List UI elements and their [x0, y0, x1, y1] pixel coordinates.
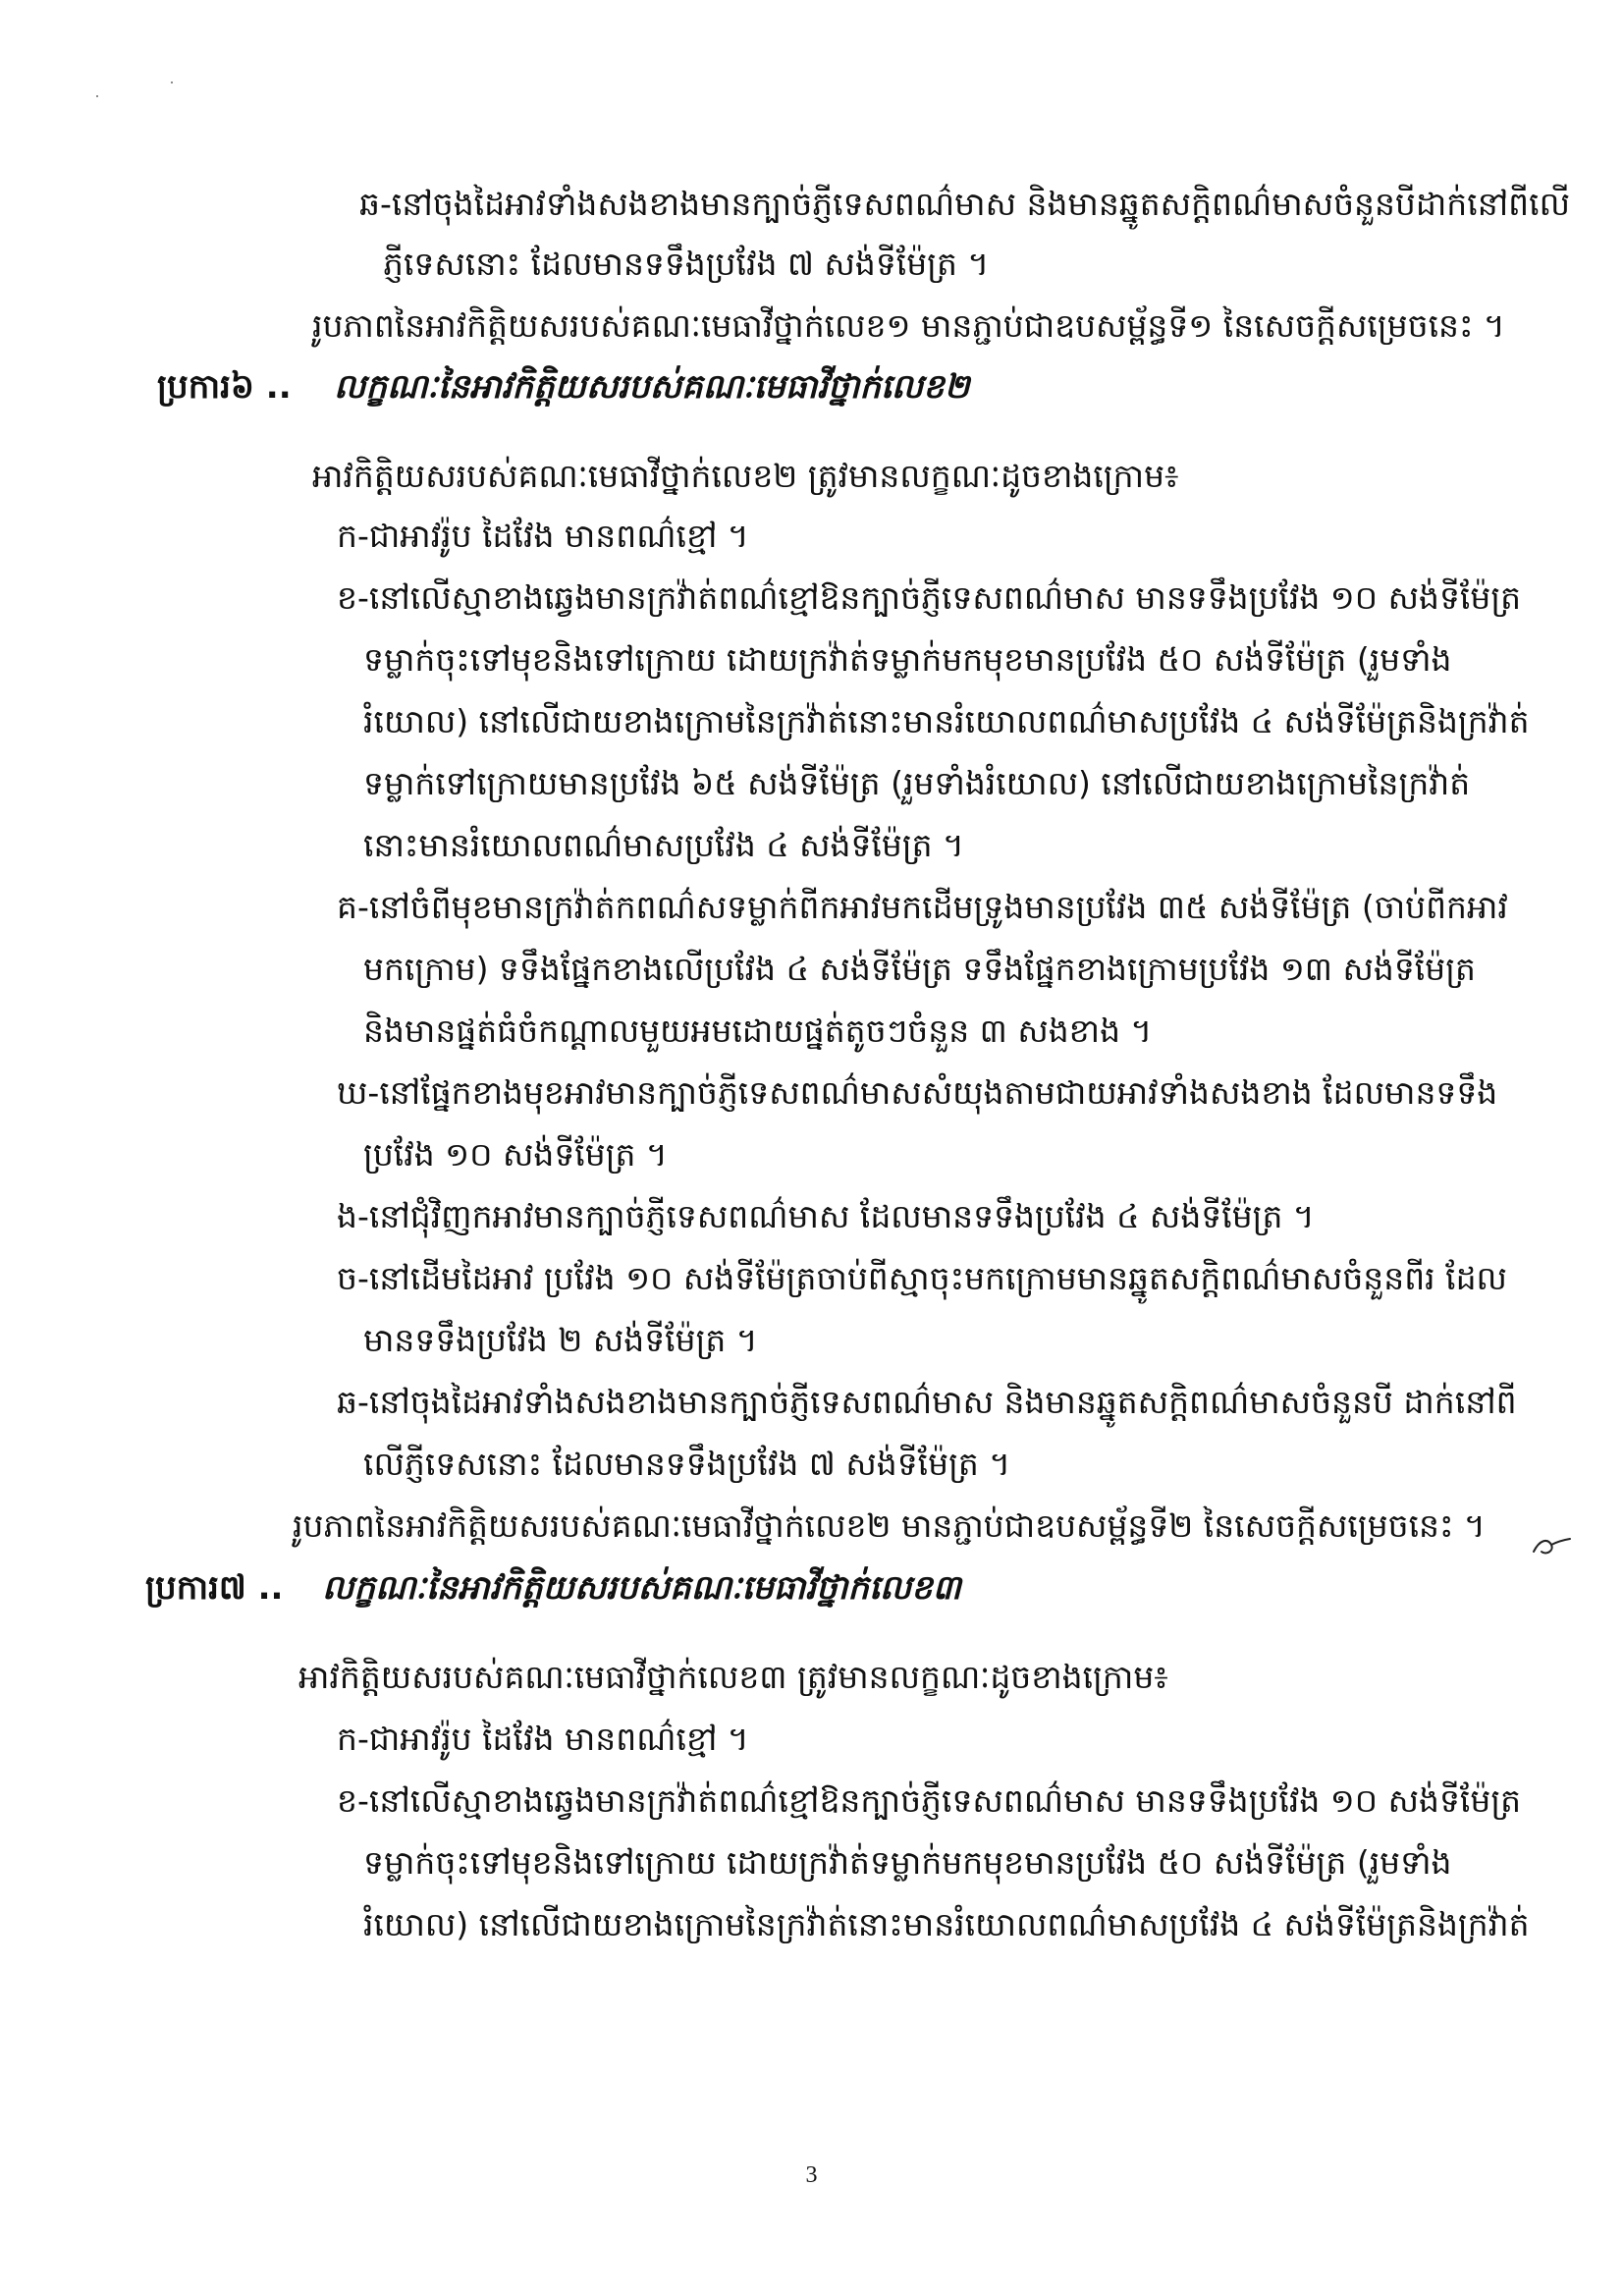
paragraph-line: មានទទឹងប្រវែង ២ សង់ទីម៉ែត្រ ។ — [363, 1321, 758, 1359]
paragraph-line: លើភ្ញីទេសនោះ ដែលមានទទឹងប្រវែង ៧ សង់ទីម៉ែត្រ ។ — [363, 1445, 1011, 1483]
paragraph-line: រំយោល) នៅលើជាយខាងក្រោមនៃក្រវ៉ាត់នោះមានរំយោលពណ៌មាសប្រវែង ៤ សង់ទីម៉ែត្រនិងក្រវ៉ាត់ — [363, 702, 1530, 740]
paragraph-line: ឆ-នៅចុងដៃអាវទាំងសងខាងមានក្បាច់ភ្ញីទេសពណ៌មាស និងមានឆ្នូតសក្តិពណ៌មាសចំនួនបី ដាក់នៅពី — [337, 1383, 1517, 1421]
paragraph-line: ក-ជាអាវរ៉ូប ដៃវែង មានពណ៌ខ្មៅ ។ — [337, 1720, 749, 1758]
handwritten-initial-mark — [1530, 1530, 1573, 1559]
paragraph-line: ខ-នៅលើស្មាខាងឆ្វេងមានក្រវ៉ាត់ពណ៌ខ្មៅឱនក្បាច់ភ្ញីទេសពណ៌មាស មានទទឹងប្រវែង ១០ សង់ទីម៉ែត្រ — [337, 578, 1522, 617]
article-title: លក្ខណៈនៃអាវកិត្តិយសរបស់គណៈមេធាវីថ្នាក់លេខ២ — [334, 367, 970, 407]
paragraph-line: មកក្រោម) ទទឹងផ្នែកខាងលើប្រវែង ៤ សង់ទីម៉ែត្រ ទទឹងផ្នែកខាងក្រោមប្រវែង ១៣ សង់ទីម៉ែត្រ — [363, 950, 1477, 988]
page-number: 3 — [805, 2162, 818, 2188]
article-label: ប្រការ៦ .. — [157, 367, 292, 407]
paragraph-line: ប្រវែង ១០ សង់ទីម៉ែត្រ ។ — [363, 1135, 668, 1174]
paragraph-line: ភ្ញីទេសនោះ ដែលមានទទឹងប្រវែង ៧ សង់ទីម៉ែត្រ ។ — [383, 245, 990, 283]
paragraph-line: ខ-នៅលើស្មាខាងឆ្វេងមានក្រវ៉ាត់ពណ៌ខ្មៅឱនក្បាច់ភ្ញីទេសពណ៌មាស មានទទឹងប្រវែង ១០ សង់ទីម៉ែត្រ — [337, 1781, 1522, 1820]
paragraph-line: គ-នៅចំពីមុខមានក្រវ៉ាត់កពណ៌សទម្លាក់ពីកអាវមកដើមទ្រូងមានប្រវែង ៣៥ សង់ទីម៉ែត្រ (ចាប់ពីកអាវ — [337, 888, 1508, 926]
article-label: ប្រការ៧ .. — [145, 1568, 284, 1608]
paragraph-line: ឃ-នៅផ្នែកខាងមុខអាវមានក្បាច់ភ្ញីទេសពណ៌មាសសំយុងតាមជាយអាវទាំងសងខាង ដែលមានទទឹង — [337, 1073, 1498, 1112]
paragraph-line: នោះមានរំយោលពណ៌មាសប្រវែង ៤ សង់ទីម៉ែត្រ ។ — [363, 826, 964, 864]
paragraph-line: ទម្លាក់ចុះទៅមុខនិងទៅក្រោយ ដោយក្រវ៉ាត់ទម្លាក់មកមុខមានប្រវែង ៥០ សង់ទីម៉ែត្រ (រួមទាំង — [363, 640, 1452, 679]
paragraph-line: ឆ-នៅចុងដៃអាវទាំងសងខាងមានក្បាច់ភ្ញីទេសពណ៌មាស និងមានឆ្នូតសក្តិពណ៌មាសចំនួនបីដាក់នៅពីលើ — [359, 185, 1570, 223]
paragraph-line: រូបភាពនៃអាវកិត្តិយសរបស់គណៈមេធាវីថ្នាក់លេខ២ មានភ្ជាប់ជាឧបសម្ព័ន្ធទី២ នៃសេចក្តីសម្រេចនេះ ។ — [293, 1506, 1486, 1545]
paragraph-line: ង-នៅជុំវិញកអាវមានក្បាច់ភ្ញីទេសពណ៌មាស ដែលមានទទឹងប្រវែង ៤ សង់ទីម៉ែត្រ ។ — [337, 1197, 1315, 1235]
paragraph-line: និងមានផ្នត់ធំចំកណ្តាលមួយអមដោយផ្នត់តូចៗចំនួន ៣ សងខាង ។ — [363, 1011, 1153, 1050]
paragraph-line: ច-នៅដើមដៃអាវ ប្រវែង ១០ សង់ទីម៉ែត្រចាប់ពីស្មាចុះមកក្រោមមានឆ្នូតសក្តិពណ៌មាសចំនួនពីរ ដែល — [337, 1259, 1507, 1297]
scan-speck — [96, 95, 98, 97]
paragraph-line: ទម្លាក់ចុះទៅមុខនិងទៅក្រោយ ដោយក្រវ៉ាត់ទម្លាក់មកមុខមានប្រវែង ៥០ សង់ទីម៉ែត្រ (រួមទាំង — [363, 1843, 1452, 1882]
article-title: លក្ខណៈនៃអាវកិត្តិយសរបស់គណៈមេធាវីថ្នាក់លេខ៣ — [322, 1568, 961, 1608]
scan-speck — [171, 82, 173, 83]
paragraph-line: ទម្លាក់ទៅក្រោយមានប្រវែង ៦៥ សង់ទីម៉ែត្រ (រួមទាំងរំយោល) នៅលើជាយខាងក្រោមនៃក្រវ៉ាត់ — [363, 764, 1471, 802]
paragraph-line: អាវកិត្តិយសរបស់គណៈមេធាវីថ្នាក់លេខ២ ត្រូវមានលក្ខណៈដូចខាងក្រោម៖ — [312, 457, 1179, 495]
paragraph-line: អាវកិត្តិយសរបស់គណៈមេធាវីថ្នាក់លេខ៣ ត្រូវមានលក្ខណៈដូចខាងក្រោម៖ — [298, 1658, 1168, 1696]
paragraph-line: ក-ជាអាវរ៉ូប ដៃវែង មានពណ៌ខ្មៅ ។ — [337, 517, 749, 555]
paragraph-line: រំយោល) នៅលើជាយខាងក្រោមនៃក្រវ៉ាត់នោះមានរំយោលពណ៌មាសប្រវែង ៤ សង់ទីម៉ែត្រនិងក្រវ៉ាត់ — [363, 1905, 1530, 1943]
paragraph-line: រូបភាពនៃអាវកិត្តិយសរបស់គណៈមេធាវីថ្នាក់លេខ១ មានភ្ជាប់ជាឧបសម្ព័ន្ធទី១ នៃសេចក្តីសម្រេចនេះ ។ — [312, 306, 1505, 345]
